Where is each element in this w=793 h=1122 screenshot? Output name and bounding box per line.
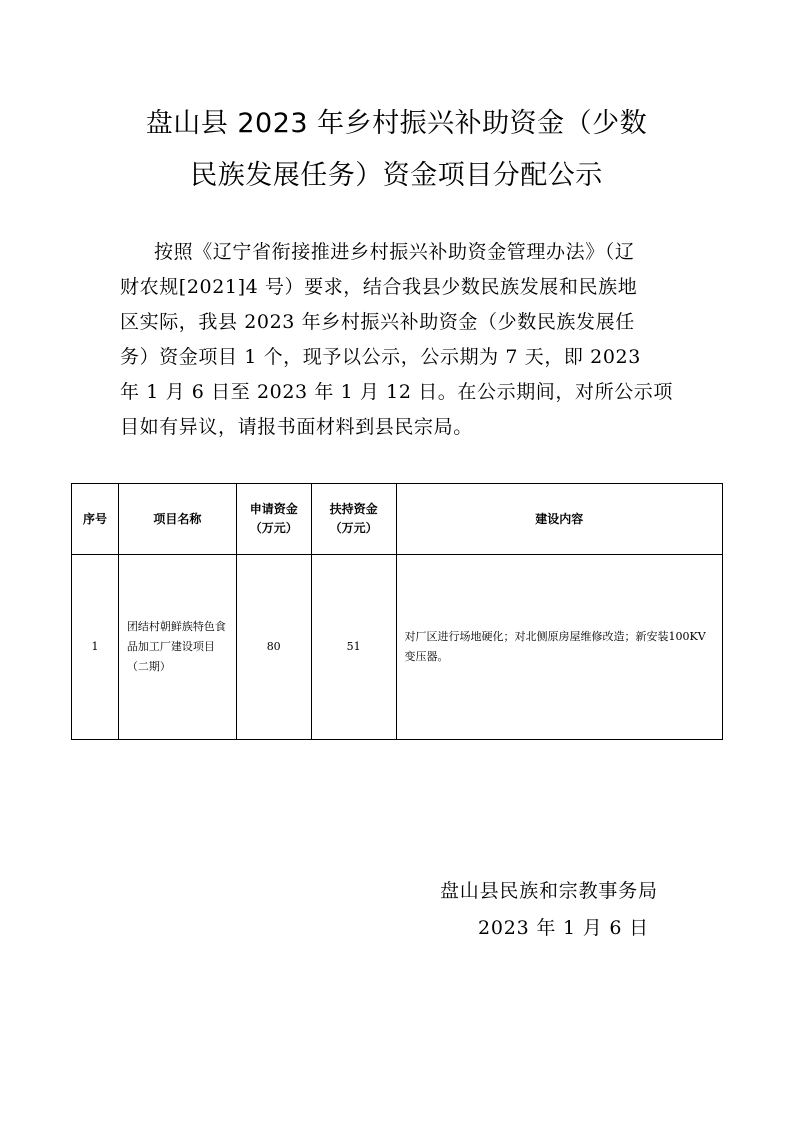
header-content: 建设内容	[396, 484, 722, 555]
body-line-6: 目如有异议，请报书面材料到县民宗局。	[120, 416, 473, 438]
document-title-line-2: 民族发展任务）资金项目分配公示	[190, 160, 603, 191]
cell-support-funds: 51	[311, 555, 396, 740]
body-line-1: 按照《辽宁省衔接推进乡村振兴补助资金管理办法》（辽	[154, 241, 635, 263]
cell-apply-funds: 80	[236, 555, 311, 740]
header-index: 序号	[72, 484, 119, 555]
header-apply-line2: （万元）	[249, 521, 298, 535]
body-line-2: 财农规[2021]4 号）要求，结合我县少数民族发展和民族地	[120, 276, 638, 298]
header-support-funds	[311, 484, 396, 555]
header-apply-line1: 申请资金	[249, 502, 298, 516]
header-name: 项目名称	[118, 484, 236, 555]
signer: 盘山县民族和宗教事务局	[440, 880, 658, 902]
cell-project-name: 团结村朝鲜族特色食品加工厂建设项目（二期）	[118, 555, 236, 740]
table-row	[72, 555, 723, 740]
cell-construction-content: 对厂区进行场地硬化；对北侧原房屋维修改造；新安装100KV 变压器。	[396, 555, 722, 740]
body-line-5: 年 1 月 6 日至 2023 年 1 月 12 日。在公示期间，对所公示项	[120, 381, 673, 403]
body-line-3: 区实际，我县 2023 年乡村振兴补助资金（少数民族发展任	[120, 311, 635, 333]
header-support-line1: 扶持资金	[329, 502, 378, 516]
cell-index: 1	[72, 555, 119, 740]
header-support-line2: （万元）	[329, 521, 378, 535]
project-table	[71, 483, 723, 740]
signing-date: 2023 年 1 月 6 日	[478, 917, 649, 939]
table-header-row	[72, 484, 723, 555]
header-apply-funds	[236, 484, 311, 555]
body-line-4: 务）资金项目 1 个，现予以公示，公示期为 7 天，即 2023	[120, 346, 641, 368]
document-title-line-1: 盘山县 2023 年乡村振兴补助资金（少数	[145, 108, 648, 139]
